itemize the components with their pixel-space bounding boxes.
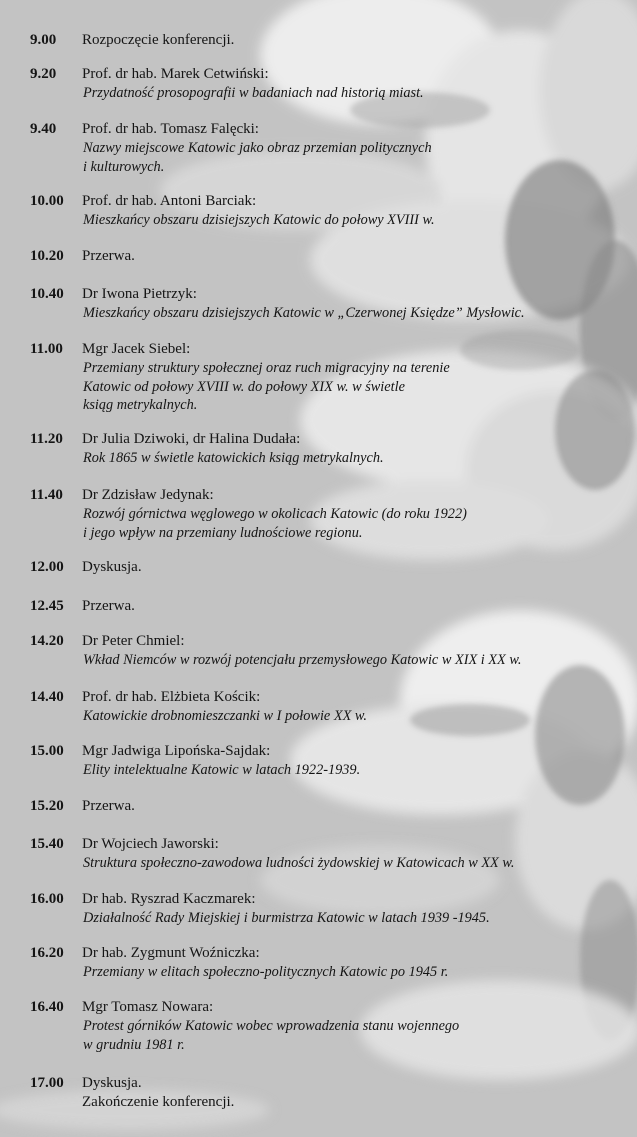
session-time: 15.40 [30, 836, 64, 852]
session-speaker: Dyskusja. [82, 1075, 142, 1091]
session-speaker: Przerwa. [82, 598, 135, 614]
session-title [83, 139, 628, 176]
session-title-line: Działalność Rady Miejskiej i burmistrza Katowic w latach 1939 -1945. [83, 910, 490, 926]
session-title [83, 963, 628, 982]
session-time: 15.20 [30, 798, 64, 814]
session-time: 16.20 [30, 945, 64, 961]
session-time: 12.45 [30, 598, 64, 614]
session-title-line: Protest górników Katowic wobec wprowadzenia stanu wojennego [83, 1018, 460, 1034]
session-title [83, 707, 628, 726]
session-title-line: Katowic od połowy XVIII w. do połowy XIX w. w świetle [83, 378, 405, 395]
session-speaker: Przerwa. [82, 798, 135, 814]
session-time: 11.00 [30, 341, 63, 357]
session-speaker: Dr hab. Ryszrad Kaczmarek: [82, 891, 256, 907]
session-speaker: Dr hab. Zygmunt Woźniczka: [82, 945, 260, 961]
session-title-line: Zakończenie konferencji. [82, 1094, 235, 1110]
session-title-line: Nazwy miejscowe Katowic jako obraz przemian politycznych [83, 140, 432, 156]
session-speaker: Prof. dr hab. Tomasz Falęcki: [82, 121, 259, 137]
session-title [83, 505, 628, 542]
session-title-line: Przemiany w elitach społeczno-politycznych Katowic po 1945 r. [83, 964, 449, 980]
session-speaker: Mgr Tomasz Nowara: [82, 999, 214, 1015]
session-title-line: Mieszkańcy obszaru dzisiejszych Katowic w „Czerwonej Księdze” Mysłowic. [83, 305, 525, 321]
session-title-line: ksiąg metrykalnych. [83, 397, 198, 413]
session-time: 11.20 [30, 431, 63, 447]
session-speaker: Mgr Jadwiga Lipońska-Sajdak: [82, 743, 271, 759]
session-time: 9.40 [30, 121, 57, 137]
session-time: 14.20 [30, 633, 64, 649]
session-time: 14.40 [30, 689, 64, 705]
session-speaker: Dr Wojciech Jaworski: [82, 836, 219, 852]
session-title [83, 211, 628, 230]
session-title-line: Struktura społeczno-zawodowa ludności żydowskiej w Katowicach w XX w. [83, 855, 515, 871]
session-title [83, 909, 628, 928]
session-title-line: w grudniu 1981 r. [83, 1036, 185, 1053]
session-time: 10.00 [30, 193, 64, 209]
session-speaker: Rozpoczęcie konferencji. [82, 32, 235, 48]
session-title [82, 1093, 627, 1112]
session-title-line: i kulturowych. [83, 158, 165, 175]
session-title-line: Katowickie drobnomieszczanki w I połowie XX w. [83, 708, 367, 724]
session-speaker: Prof. dr hab. Elżbieta Kościk: [82, 689, 261, 705]
session-speaker: Dr Iwona Pietrzyk: [82, 286, 197, 302]
session-speaker: Dyskusja. [82, 559, 142, 575]
session-title-line: Rok 1865 w świetle katowickich ksiąg metrykalnych. [83, 450, 384, 466]
session-title-line: Rozwój górnictwa węglowego w okolicach Katowic (do roku 1922) [83, 506, 467, 522]
session-time: 17.00 [30, 1075, 64, 1091]
session-speaker: Dr Zdzisław Jedynak: [82, 487, 214, 503]
session-title-line: i jego wpływ na przemiany ludnościowe regionu. [83, 524, 363, 541]
session-time: 15.00 [30, 743, 64, 759]
session-speaker: Prof. dr hab. Marek Cetwiński: [82, 66, 269, 82]
session-speaker: Mgr Jacek Siebel: [82, 341, 191, 357]
session-time: 9.20 [30, 66, 57, 82]
session-speaker: Dr Julia Dziwoki, dr Halina Dudała: [82, 431, 301, 447]
session-title [83, 304, 628, 323]
session-title-line: Elity intelektualne Katowic w latach 1922-1939. [83, 762, 361, 778]
session-title [83, 359, 628, 415]
session-time: 16.00 [30, 891, 64, 907]
session-title [83, 761, 628, 780]
session-time: 10.40 [30, 286, 64, 302]
session-title-line: Wkład Niemców w rozwój potencjału przemysłowego Katowic w XIX i XX w. [83, 652, 522, 668]
session-title [83, 1017, 628, 1054]
session-speaker: Prof. dr hab. Antoni Barciak: [82, 193, 257, 209]
session-title [83, 449, 628, 468]
session-title [83, 854, 628, 873]
session-title-line: Mieszkańcy obszaru dzisiejszych Katowic do połowy XVIII w. [83, 212, 435, 228]
session-title-line: Przemiany struktury społecznej oraz ruch migracyjny na terenie [83, 360, 450, 376]
session-time: 9.00 [30, 32, 57, 48]
session-time: 16.40 [30, 999, 64, 1015]
session-title [83, 651, 628, 670]
session-title [83, 84, 628, 103]
session-time: 12.00 [30, 559, 64, 575]
session-time: 11.40 [30, 487, 63, 503]
session-speaker: Przerwa. [82, 248, 135, 264]
session-title-line: Przydatność prosopografii w badaniach nad historią miast. [83, 85, 424, 101]
session-time: 10.20 [30, 248, 64, 264]
session-speaker: Dr Peter Chmiel: [82, 633, 185, 649]
